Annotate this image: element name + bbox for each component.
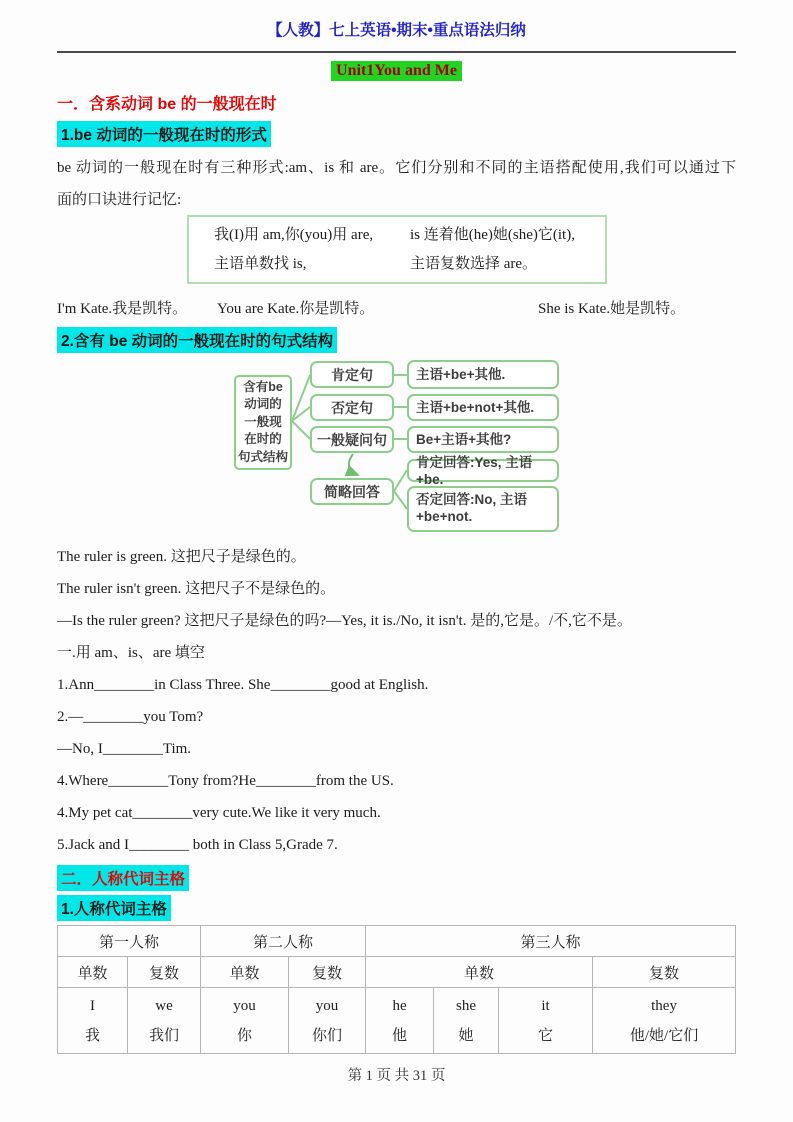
pronoun-en: she bbox=[456, 997, 477, 1014]
table-subheader: 单数 bbox=[366, 957, 593, 988]
diagram-rule-question: Be+主语+其他? bbox=[407, 426, 559, 453]
pronoun-table bbox=[57, 925, 736, 1054]
exercise-item: 4.My pet cat________very cute.We like it very much. bbox=[57, 805, 381, 821]
mnemonic-line1-right: is 连着他(he)她(she)它(it), bbox=[410, 227, 575, 243]
header-divider bbox=[57, 51, 736, 53]
table-subheader: 复数 bbox=[128, 957, 201, 988]
table-cell-pronoun bbox=[128, 988, 201, 1054]
table-cell-pronoun bbox=[593, 988, 736, 1054]
table-cell-pronoun bbox=[434, 988, 499, 1054]
table-subheader: 单数 bbox=[58, 957, 128, 988]
diagram-rule-short-yes: 肯定回答:Yes, 主语+be. bbox=[407, 459, 559, 482]
example-you-are-kate: You are Kate.你是凯特。 bbox=[217, 301, 375, 317]
table-row bbox=[58, 988, 736, 1054]
pronoun-zh: 我 bbox=[84, 1027, 100, 1044]
diagram-node-short-answer: 简略回答 bbox=[310, 478, 394, 505]
diagram-root-line: 在时的 bbox=[244, 432, 282, 447]
exercise-item: 5.Jack and I________ both in Class 5,Grade 7. bbox=[57, 837, 338, 853]
intro-paragraph-line2: 面的口诀进行记忆: bbox=[57, 192, 182, 208]
table-cell-pronoun bbox=[289, 988, 366, 1054]
exercise-item: 4.Where________Tony from?He________from the US. bbox=[57, 773, 394, 789]
diagram-node-negative: 否定句 bbox=[310, 394, 394, 421]
unit-title-container bbox=[57, 61, 736, 81]
diagram-rule-affirmative: 主语+be+其他. bbox=[407, 360, 559, 389]
ruler-example-line: The ruler isn't green. 这把尺子不是绿色的。 bbox=[57, 581, 336, 597]
pronoun-zh: 我们 bbox=[149, 1027, 180, 1044]
ruler-example-line: —Is the ruler green? 这把尺子是绿色的吗?—Yes, it is./No, it isn't. 是的,它是。/不,它不是。 bbox=[57, 613, 632, 629]
diagram-connectors bbox=[57, 359, 736, 536]
exercise-item: 1.Ann________in Class Three. She________good at English. bbox=[57, 677, 429, 693]
section2-heading: 二．人称代词主格 bbox=[57, 865, 189, 891]
pronoun-en: you bbox=[233, 997, 256, 1014]
table-cell-pronoun bbox=[58, 988, 128, 1054]
diagram-root-line: 句式结构 bbox=[237, 449, 288, 464]
pronoun-en: he bbox=[392, 997, 407, 1014]
mnemonic-line1-left: 我(I)用 am,你(you)用 are, bbox=[214, 227, 374, 243]
intro-paragraph-line1: be 动词的一般现在时有三种形式:am、is 和 are。它们分别和不同的主语搭配使用,我们可以通过下 bbox=[57, 160, 736, 176]
page-header-title: 【人教】七上英语•期末•重点语法归纳 bbox=[267, 22, 526, 39]
exercise-item: —No, I________Tim. bbox=[57, 741, 192, 757]
example-she-is-kate: She is Kate.她是凯特。 bbox=[538, 301, 686, 317]
ruler-example-line: The ruler is green. 这把尺子是绿色的。 bbox=[57, 549, 306, 565]
table-subheader: 单数 bbox=[201, 957, 289, 988]
table-header-first-person: 第一人称 bbox=[58, 926, 201, 957]
pronoun-zh: 她 bbox=[458, 1027, 474, 1044]
pronoun-zh: 它 bbox=[538, 1027, 554, 1044]
table-cell-pronoun bbox=[366, 988, 434, 1054]
diagram-root-node bbox=[234, 375, 292, 470]
pronoun-en: it bbox=[541, 997, 550, 1014]
section1-heading: 一．含系动词 be 的一般现在时 bbox=[57, 96, 277, 113]
pronoun-en: I bbox=[90, 997, 95, 1014]
pronoun-en: they bbox=[651, 997, 677, 1014]
diagram-node-question: 一般疑问句 bbox=[310, 426, 394, 453]
table-cell-pronoun bbox=[201, 988, 289, 1054]
table-header-third-person: 第三人称 bbox=[366, 926, 736, 957]
kate-examples-row bbox=[57, 297, 736, 317]
mnemonic-line2-left: 主语单数找 is, bbox=[214, 256, 307, 272]
table-row bbox=[58, 926, 736, 957]
diagram-rule-short-no: 否定回答:No, 主语+be+not. bbox=[407, 486, 559, 532]
pronoun-en: we bbox=[155, 997, 173, 1014]
pronoun-zh: 他/她/它们 bbox=[629, 1027, 699, 1044]
page-number: 第 1 页 共 31 页 bbox=[347, 1068, 446, 1084]
mnemonic-line2-right: 主语复数选择 are。 bbox=[410, 256, 538, 272]
table-row bbox=[58, 957, 736, 988]
table-subheader: 复数 bbox=[289, 957, 366, 988]
section1-sub2-heading: 2.含有 be 动词的一般现在时的句式结构 bbox=[57, 327, 337, 353]
pronoun-en: you bbox=[315, 997, 339, 1014]
section1-sub1-heading: 1.be 动词的一般现在时的形式 bbox=[57, 121, 271, 147]
diagram-rule-negative: 主语+be+not+其他. bbox=[407, 394, 559, 421]
pronoun-zh: 你 bbox=[237, 1027, 253, 1044]
diagram-root-line: 动词的 bbox=[244, 397, 282, 412]
unit-title: Unit1You and Me bbox=[331, 61, 462, 81]
section2-sub1-heading: 1.人称代词主格 bbox=[57, 895, 171, 921]
diagram-root-line: 一般现 bbox=[244, 414, 282, 429]
diagram-root-line: 含有be bbox=[243, 379, 283, 394]
mnemonic-box bbox=[187, 215, 607, 284]
table-subheader: 复数 bbox=[593, 957, 736, 988]
table-header-second-person: 第二人称 bbox=[201, 926, 366, 957]
sentence-structure-diagram bbox=[57, 359, 736, 536]
example-im-kate: I'm Kate.我是凯特。 bbox=[57, 301, 188, 317]
pronoun-zh: 他 bbox=[392, 1027, 408, 1044]
exercise-item: 2.—________you Tom? bbox=[57, 709, 204, 725]
exercise-title: 一.用 am、is、are 填空 bbox=[57, 645, 205, 661]
table-cell-pronoun bbox=[499, 988, 593, 1054]
pronoun-zh: 你们 bbox=[312, 1027, 343, 1044]
diagram-node-affirmative: 肯定句 bbox=[310, 361, 394, 388]
